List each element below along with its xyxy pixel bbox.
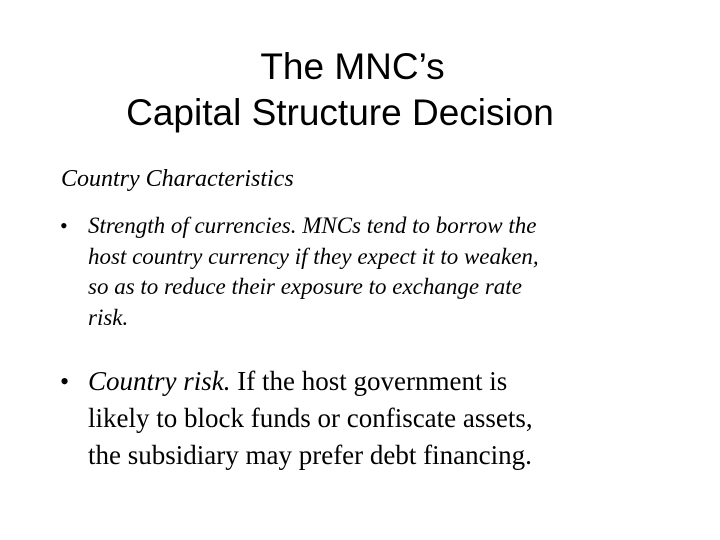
bullet-line: likely to block funds or confiscate assets, bbox=[88, 403, 533, 433]
title-line-1: The MNC’s bbox=[260, 46, 445, 87]
bullet-marker: • bbox=[60, 213, 68, 238]
bullet-line: Strength of currencies. MNCs tend to borrow the bbox=[88, 213, 537, 238]
bullet-text bbox=[88, 211, 539, 333]
slide-title bbox=[40, 44, 640, 136]
bullet-line bbox=[88, 363, 533, 400]
bullet-line: the subsidiary may prefer debt financing. bbox=[88, 440, 532, 470]
bullet-marker: • bbox=[60, 367, 70, 396]
bullet-line: host country currency if they expect it to weaken, bbox=[88, 243, 539, 269]
bullet-lead: Country risk. bbox=[88, 366, 231, 396]
bullet-country-risk bbox=[60, 363, 533, 474]
bullet-text bbox=[88, 363, 533, 474]
bullet-line: risk. bbox=[88, 304, 129, 330]
bullet-strength-of-currencies bbox=[60, 211, 539, 333]
bullet-line: so as to reduce their exposure to exchange rate bbox=[88, 274, 522, 299]
bullet-line-rest: If the host government is bbox=[230, 366, 508, 396]
title-line-2: Capital Structure Decision bbox=[126, 92, 554, 133]
section-subheading: Country Characteristics bbox=[61, 166, 294, 192]
